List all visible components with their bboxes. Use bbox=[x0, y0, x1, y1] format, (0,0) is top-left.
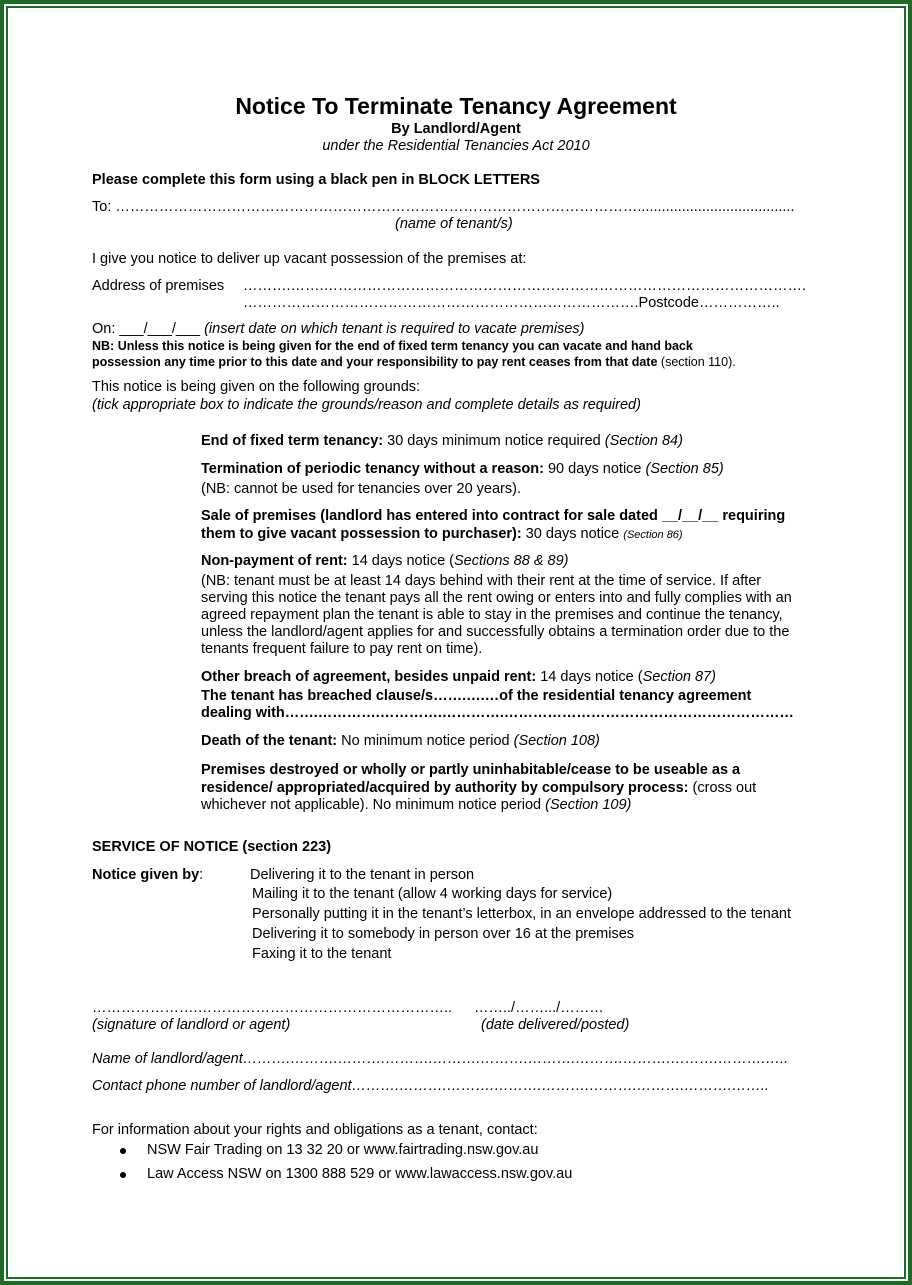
grounds-intro: This notice is being given on the following grounds: bbox=[92, 379, 421, 395]
nonpayment-note-5: tenants frequent failure to pay rent on time). bbox=[201, 641, 483, 657]
grounds-instruction: (tick appropriate box to indicate the grounds/reason and complete details as required) bbox=[92, 397, 641, 413]
ground-destroyed[interactable]: Premises destroyed or wholly or partly uninhabitable/cease to be useable as a bbox=[201, 762, 741, 778]
date-delivered-field[interactable]: ……../…….../……… bbox=[474, 1000, 604, 1016]
ground-destroyed-line-3: whichever not applicable). No minimum notice period (Section 109) bbox=[201, 797, 632, 813]
date-caption: (date delivered/posted) bbox=[481, 1017, 630, 1033]
notice-intro: I give you notice to deliver up vacant possession of the premises at: bbox=[92, 251, 527, 267]
bullet-icon bbox=[120, 1148, 126, 1154]
form-title: Notice To Terminate Tenancy Agreement bbox=[235, 93, 677, 119]
service-option[interactable]: Mailing it to the tenant (allow 4 working days for service) bbox=[252, 886, 613, 902]
nonpayment-note-1: (NB: tenant must be at least 14 days behind with their rent at the time of service. If after bbox=[201, 573, 762, 589]
vacate-date-hint: (insert date on which tenant is required to vacate premises) bbox=[204, 321, 585, 337]
instruction: Please complete this form using a black pen in BLOCK LETTERS bbox=[92, 172, 540, 188]
ground-periodic-note: (NB: cannot be used for tenancies over 20 years). bbox=[201, 481, 521, 497]
breach-dealing-field[interactable]: dealing with…….………….………….………….…………………………………………………… bbox=[201, 705, 794, 721]
form-act: under the Residential Tenancies Act 2010 bbox=[322, 138, 590, 154]
nonpayment-note-3: agreed repayment plan the tenant is able to stay in the premises and continue the tenancy, bbox=[201, 607, 783, 623]
contact-fair-trading: NSW Fair Trading on 13 32 20 or www.fairtrading.nsw.gov.au bbox=[147, 1142, 539, 1158]
ground-fixed-term[interactable]: End of fixed term tenancy: 30 days minimum notice required (Section 84) bbox=[201, 433, 683, 449]
service-option[interactable]: Delivering it to somebody in person over 16 at the premises bbox=[252, 926, 635, 942]
landlord-phone-field[interactable]: Contact phone number of landlord/agent……….……….……….……….……….……….……….……….…….. bbox=[92, 1078, 769, 1094]
ground-breach[interactable]: Other breach of agreement, besides unpaid rent: 14 days notice (Section 87) bbox=[201, 669, 716, 685]
ground-death[interactable]: Death of the tenant: No minimum notice period (Section 108) bbox=[201, 733, 600, 749]
to-label: To: bbox=[92, 199, 112, 215]
form-subtitle: By Landlord/Agent bbox=[391, 121, 521, 137]
address-line-2[interactable]: ……………………………………………………………………….Postcode…………….. bbox=[243, 295, 780, 311]
address-line-1[interactable]: ……….…….………………………………………………………………………………………. bbox=[243, 278, 807, 294]
info-intro: For information about your rights and obligations as a tenant, contact: bbox=[92, 1122, 538, 1138]
service-heading: SERVICE OF NOTICE (section 223) bbox=[92, 839, 332, 855]
to-caption: (name of tenant/s) bbox=[395, 216, 513, 232]
address-label: Address of premises bbox=[92, 278, 225, 294]
ground-nonpayment[interactable]: Non-payment of rent: 14 days notice (Sections 88 & 89) bbox=[201, 553, 569, 569]
nonpayment-note-2: serving this notice the tenant pays all the rent owing or enters into and fully complies with an bbox=[201, 590, 792, 606]
notice-given-by-label: Notice given by: bbox=[92, 867, 204, 883]
nb-line-1: NB: Unless this notice is being given for the end of fixed term tenancy you can vacate and hand back bbox=[92, 339, 693, 353]
nonpayment-note-4: unless the landlord/agent applies for and successfully obtains a termination order due to the bbox=[201, 624, 790, 640]
nb-line-2: possession any time prior to this date and your responsibility to pay rent ceases from that date (section 110). bbox=[92, 355, 736, 369]
to-dots: ………………………………………………………………………………………………....................................... bbox=[115, 199, 795, 215]
to-field[interactable] bbox=[92, 199, 795, 216]
ground-periodic[interactable]: Termination of periodic tenancy without a reason: 90 days notice (Section 85) bbox=[201, 461, 724, 477]
ground-destroyed-line-2: residence/ appropriated/acquired by authority by compulsory process: (cross out bbox=[201, 780, 757, 796]
vacate-date-label: On: ___/___/___ bbox=[92, 321, 201, 337]
signature-caption: (signature of landlord or agent) bbox=[92, 1017, 291, 1033]
contact-law-access: Law Access NSW on 1300 888 529 or www.lawaccess.nsw.gov.au bbox=[147, 1166, 573, 1182]
service-option[interactable]: Personally putting it in the tenant’s letterbox, in an envelope addressed to the tenant bbox=[252, 906, 792, 922]
bullet-icon bbox=[120, 1172, 126, 1178]
signature-field[interactable]: ………………….…………………………………………….. bbox=[92, 1000, 453, 1016]
ground-sale-line-2: them to give vacant possession to purchaser): 30 days notice (Section 86) bbox=[201, 526, 683, 542]
breach-clause-field[interactable]: The tenant has breached clause/s…….….…of the residential tenancy agreement bbox=[201, 688, 752, 704]
service-option[interactable]: Faxing it to the tenant bbox=[252, 946, 392, 962]
landlord-name-field[interactable]: Name of landlord/agent……….……….……….……….……….……….……….……….……….……….……….….. bbox=[92, 1051, 789, 1067]
vacate-date[interactable] bbox=[92, 321, 585, 338]
service-option[interactable]: Delivering it to the tenant in person bbox=[250, 867, 475, 883]
ground-sale[interactable]: Sale of premises (landlord has entered into contract for sale dated __/__/__ requiring bbox=[201, 508, 786, 524]
